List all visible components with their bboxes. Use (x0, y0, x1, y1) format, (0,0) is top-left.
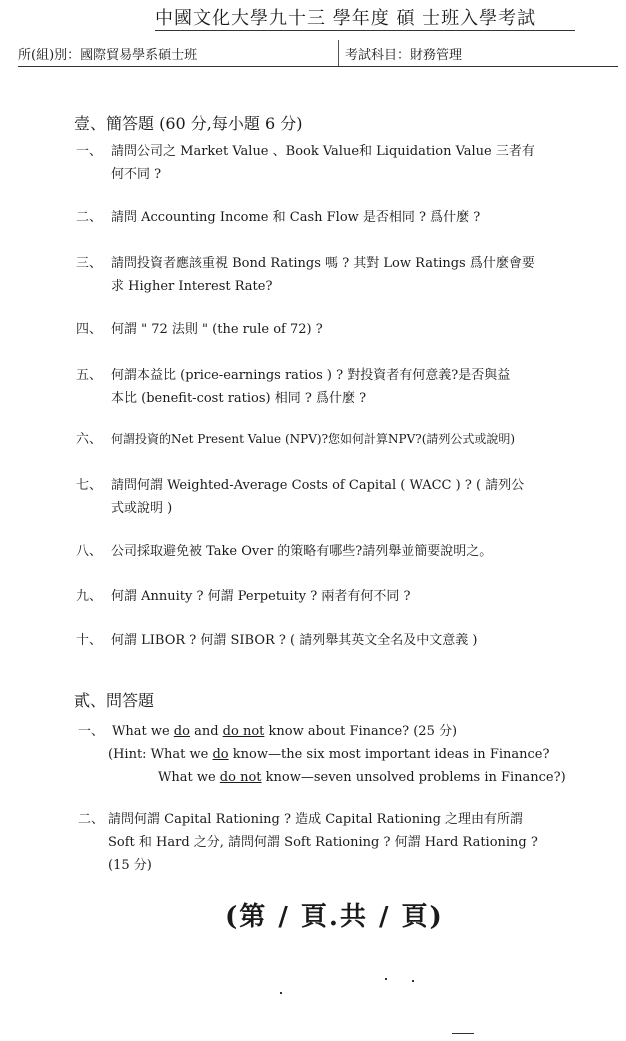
question-3 (76, 252, 616, 298)
question-text-line: (15 分) (108, 858, 152, 873)
question-number: 二、 (76, 210, 103, 225)
hint-line: What we do not know—seven unsolved problems in Finance?) (158, 770, 566, 785)
question-1 (76, 140, 616, 186)
question-number: 十、 (76, 633, 103, 648)
scan-speck (385, 978, 387, 980)
question-text-line: 本比 (benefit-cost ratios) 相同 ? 爲什麼 ? (111, 391, 367, 406)
title-underline (155, 30, 575, 31)
question-number: 三、 (76, 256, 103, 271)
question-number: 五、 (76, 368, 103, 383)
department-label: 所(組)別：國際貿易學系碩士班 (18, 48, 198, 63)
page-number: (第 / 頁.共 / 頁) (225, 902, 444, 932)
question-text-line: 何謂本益比 (price-earnings ratios ) ? 對投資者有何意義?是否與益 (111, 368, 511, 383)
question-text-line: 何不同 ? (111, 167, 162, 182)
question-number: 六、 (76, 432, 103, 447)
question-9 (76, 585, 616, 608)
essay-question-2 (78, 808, 618, 878)
header-rule (18, 66, 618, 67)
question-text-line: Soft 和 Hard 之分, 請問何謂 Soft Rationing ? 何謂 Hard Rationing ? (108, 835, 538, 850)
question-text-line: 何謂投資的Net Present Value (NPV)?您如何計算NPV?(請列公式或說明) (111, 432, 516, 446)
hint-line: (Hint: What we do know—the six most important ideas in Finance? (108, 747, 550, 762)
question-text-line: 請問何謂 Capital Rationing ? 造成 Capital Rationing 之理由有所謂 (108, 812, 524, 827)
question-number: 七、 (76, 478, 103, 493)
question-text-line: 何謂 LIBOR ? 何謂 SIBOR ? ( 請列舉其英文全名及中文意義 ) (111, 633, 478, 648)
question-text-line: 請問何謂 Weighted-Average Costs of Capital ( WACC ) ? ( 請列公 (111, 478, 525, 493)
question-text-line: 請問公司之 Market Value 、Book Value和 Liquidation Value 三者有 (111, 144, 535, 159)
question-7 (76, 474, 616, 520)
question-number: 二、 (78, 812, 105, 827)
question-number: 九、 (76, 589, 103, 604)
exam-title: 中國文化大學九十三 學年度 碩 士班入學考試 (155, 8, 537, 29)
question-8 (76, 540, 616, 563)
question-text-line: 請問投資者應該重視 Bond Ratings 嗎 ? 其對 Low Ratings 爲什麼會要 (111, 256, 535, 271)
header-divider (338, 40, 339, 66)
question-5 (76, 364, 616, 410)
scan-speck (412, 980, 414, 982)
question-number: 一、 (76, 144, 103, 159)
essay-question-1 (78, 720, 618, 790)
question-text-line: 求 Higher Interest Rate? (111, 279, 273, 294)
subject-label: 考試科目：財務管理 (345, 48, 463, 63)
question-4 (76, 318, 616, 341)
question-text-line: 公司採取避免被 Take Over 的策略有哪些?請列舉並簡要說明之。 (111, 544, 493, 559)
question-number: 一、 (78, 724, 105, 739)
essay-question-line: What we do and do not know about Finance? (25 分) (112, 724, 458, 739)
question-number: 四、 (76, 322, 103, 337)
question-text-line: 式或說明 ) (111, 501, 173, 516)
question-text-line: 何謂 Annuity ? 何謂 Perpetuity ? 兩者有何不同 ? (111, 589, 411, 604)
part1-heading: 壹、簡答題 (60 分,每小題 6 分) (74, 114, 303, 133)
question-10 (76, 629, 616, 652)
part2-heading: 貳、問答題 (74, 691, 155, 710)
scan-speck (452, 1033, 474, 1034)
question-text-line: 請問 Accounting Income 和 Cash Flow 是否相同 ? 爲什麼 ? (111, 210, 481, 225)
scan-speck (280, 992, 282, 994)
question-6 (76, 428, 616, 451)
question-text-line: 何謂 " 72 法則 " (the rule of 72) ? (111, 322, 323, 337)
question-2 (76, 206, 616, 229)
question-number: 八、 (76, 544, 103, 559)
